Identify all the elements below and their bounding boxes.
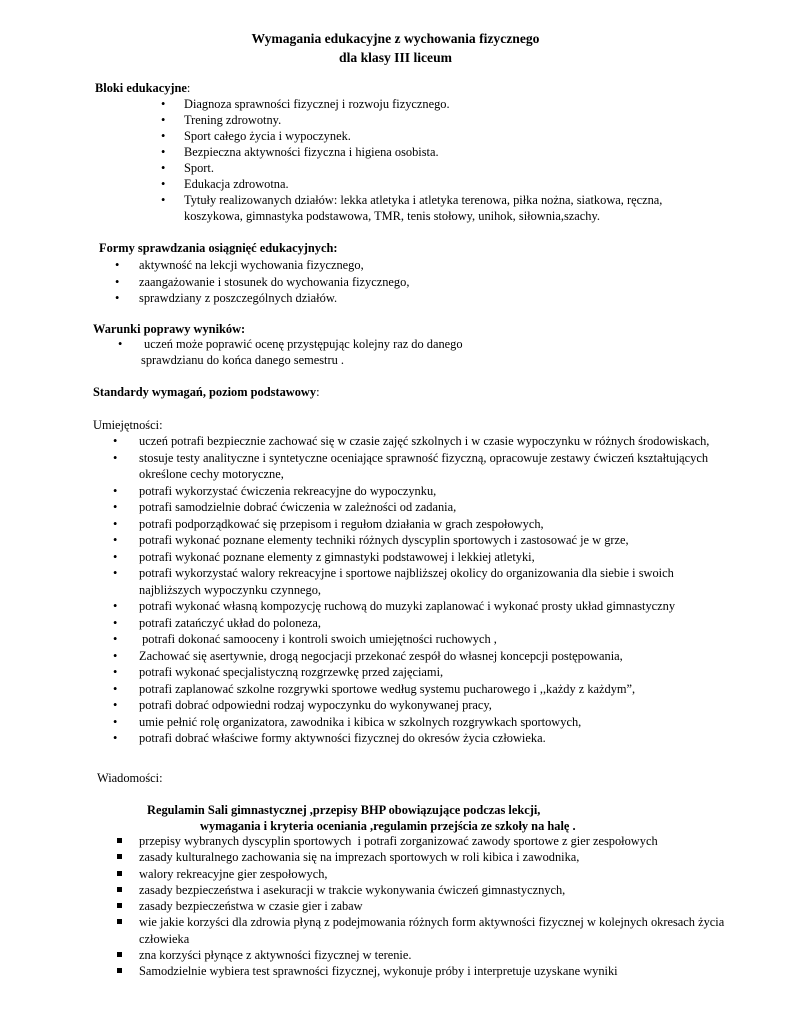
list-item: • potrafi wykonać poznane elementy z gimnastyki podstawowej i lekkiej atletyki,	[113, 549, 773, 566]
square-bullet-icon	[117, 952, 122, 957]
list-item: • potrafi dobrać właściwe formy aktywności fizycznej do okresów życia człowieka.	[113, 730, 773, 747]
list-item: • potrafi wykorzystać walory rekreacyjne i sportowe najbliższej okolicy do organizowania dla siebie i swoich	[113, 565, 773, 582]
formy-heading: Formy sprawdzania osiągnięć edukacyjnych:	[99, 241, 338, 255]
list-item: przepisy wybranych dyscyplin sportowych i potrafi zorganizować zawody sportowe z gier zespołowych	[113, 833, 773, 849]
square-bullet-icon	[117, 919, 122, 924]
list-item-continuation: określone cechy motoryczne,	[139, 467, 284, 481]
bloki-list	[166, 96, 726, 224]
bloki-heading-row	[95, 80, 190, 96]
wiadomosci-label: Wiadomości:	[97, 771, 163, 785]
bloki-colon: :	[186, 81, 191, 95]
standardy-colon: :	[316, 385, 320, 399]
bullet-icon	[161, 144, 165, 160]
umiejetnosci-label: Umiejętności:	[93, 418, 163, 432]
bullet-icon	[113, 730, 117, 746]
list-item: • Edukacja zdrowotna.	[166, 176, 726, 192]
bullet-icon	[113, 450, 117, 466]
list-item-continuation: koszykowa, gimnastyka podstawowa, TMR, tenis stołowy, unihok, siłownia,szachy.	[184, 209, 600, 223]
list-item: zasady kulturalnego zachowania się na imprezach sportowych w roli kibica i zawodnika,	[113, 849, 773, 865]
list-item: • Bezpieczna aktywności fizyczna i higiena osobista.	[166, 144, 726, 160]
list-item: • Diagnoza sprawności fizycznej i rozwoju fizycznego.	[166, 96, 726, 112]
list-item: Samodzielnie wybiera test sprawności fizycznej, wykonuje próby i interpretuje uzyskane wyniki	[113, 963, 773, 979]
square-bullet-icon	[117, 887, 122, 892]
list-item-continuation: człowieka	[139, 931, 190, 946]
list-item: • uczeń może poprawić ocenę przystępując kolejny raz do danego	[118, 336, 518, 352]
list-item: • potrafi zatańczyć układ do poloneza,	[113, 615, 773, 632]
bullet-icon	[161, 176, 165, 192]
list-item: • potrafi dokonać samooceny i kontroli swoich umiejętności ruchowych ,	[113, 631, 773, 648]
document-title-line2: dla klasy III liceum	[339, 50, 452, 65]
bullet-icon	[113, 714, 117, 730]
list-item: • Trening zdrowotny.	[166, 112, 726, 128]
bullet-icon	[113, 549, 117, 565]
list-item: • Sport.	[166, 160, 726, 176]
bullet-icon	[113, 615, 117, 631]
list-item: wie jakie korzyści dla zdrowia płyną z podejmowania różnych form aktywności fizycznej w kolejnych okresach życia	[113, 914, 773, 930]
list-item: • potrafi samodzielnie dobrać ćwiczenia w zależności od zadania,	[113, 499, 773, 516]
list-item: • aktywność na lekcji wychowania fizycznego,	[118, 257, 518, 274]
list-item: • potrafi wykonać specjalistyczną rozgrzewkę przed zajęciami,	[113, 664, 773, 681]
bullet-icon	[113, 631, 117, 647]
umiejetnosci-list	[113, 433, 773, 747]
list-item: • Tytuły realizowanych działów: lekka atletyka i atletyka terenowa, piłka nożna, siatkowa, ręczna,	[166, 192, 726, 208]
bullet-icon	[115, 290, 119, 306]
bullet-icon	[161, 128, 165, 144]
bullet-icon	[161, 96, 165, 112]
bullet-icon	[161, 160, 165, 176]
list-item: • potrafi wykonać własną kompozycję ruchową do muzyki zaplanować i wykonać prosty układ gimnastyczny	[113, 598, 773, 615]
regulamin-line2: wymagania i kryteria oceniania ,regulamin przejścia ze szkoły na halę .	[200, 819, 576, 833]
list-item-continuation: najbliższych wypoczynku czynnego,	[139, 582, 322, 597]
list-item: • uczeń potrafi bezpiecznie zachować się w czasie zajęć szkolnych i w czasie wypoczynku w różnych środowiskach,	[113, 433, 773, 450]
list-item: zasady bezpieczeństwa w czasie gier i zabaw	[113, 898, 773, 914]
bullet-icon	[113, 499, 117, 515]
bullet-icon	[113, 483, 117, 499]
formy-list	[118, 257, 518, 307]
list-item: • potrafi zaplanować szkolne rozgrywki sportowe według systemu pucharowego i ,,każdy z każdym”,	[113, 681, 773, 698]
bullet-icon	[113, 664, 117, 680]
list-item: • stosuje testy analityczne i syntetyczne oceniające sprawność fizyczną, opracowuje zestawy ćwiczeń kształtujących	[113, 450, 773, 467]
list-item: walory rekreacyjne gier zespołowych,	[113, 866, 773, 882]
bullet-icon	[113, 681, 117, 697]
list-item: • zaangażowanie i stosunek do wychowania fizycznego,	[118, 274, 518, 291]
bullet-icon	[118, 336, 122, 352]
warunki-list	[118, 336, 518, 368]
square-bullet-icon	[117, 854, 122, 859]
list-item: • Zachować się asertywnie, drogą negocjacji przekonać zespół do własnej koncepcji postępowania,	[113, 648, 773, 665]
list-item: • potrafi wykonać poznane elementy techniki różnych dyscyplin sportowych i zastosować je w grze,	[113, 532, 773, 549]
bullet-icon	[161, 192, 165, 208]
wiadomosci-list	[113, 833, 773, 980]
square-bullet-icon	[117, 871, 122, 876]
bullet-icon	[113, 565, 117, 581]
square-bullet-icon	[117, 838, 122, 843]
regulamin-line1: Regulamin Sali gimnastycznej ,przepisy BHP obowiązujące podczas lekcji,	[147, 803, 541, 817]
square-bullet-icon	[117, 903, 122, 908]
list-item: • potrafi wykorzystać ćwiczenia rekreacyjne do wypoczynku,	[113, 483, 773, 500]
list-item: zna korzyści płynące z aktywności fizycznej w terenie.	[113, 947, 773, 963]
list-item: • potrafi dobrać odpowiedni rodzaj wypoczynku do wykonywanej pracy,	[113, 697, 773, 714]
square-bullet-icon	[117, 968, 122, 973]
list-item-continuation: sprawdzianu do końca danego semestru .	[141, 353, 345, 367]
bullet-icon	[113, 433, 117, 449]
bullet-icon	[113, 598, 117, 614]
bullet-icon	[115, 257, 119, 273]
bullet-icon	[115, 274, 119, 290]
list-item: • potrafi podporządkować się przepisom i regułom działania w grach zespołowych,	[113, 516, 773, 533]
list-item: • umie pełnić rolę organizatora, zawodnika i kibica w szkolnych rozgrywkach sportowych,	[113, 714, 773, 731]
warunki-heading: Warunki poprawy wyników:	[93, 322, 246, 336]
bullet-icon	[113, 516, 117, 532]
list-item: zasady bezpieczeństwa i asekuracji w trakcie wykonywania ćwiczeń gimnastycznych,	[113, 882, 773, 898]
bullet-icon	[161, 112, 165, 128]
standardy-heading-row	[93, 384, 320, 400]
bullet-icon	[113, 532, 117, 548]
standardy-heading: Standardy wymagań, poziom podstawowy	[93, 385, 317, 399]
bloki-heading: Bloki edukacyjne	[95, 81, 187, 95]
document-title-line1: Wymagania edukacyjne z wychowania fizycznego	[251, 31, 540, 46]
bullet-icon	[113, 648, 117, 664]
list-item: • sprawdziany z poszczególnych działów.	[118, 290, 518, 307]
bullet-icon	[113, 697, 117, 713]
list-item: • Sport całego życia i wypoczynek.	[166, 128, 726, 144]
